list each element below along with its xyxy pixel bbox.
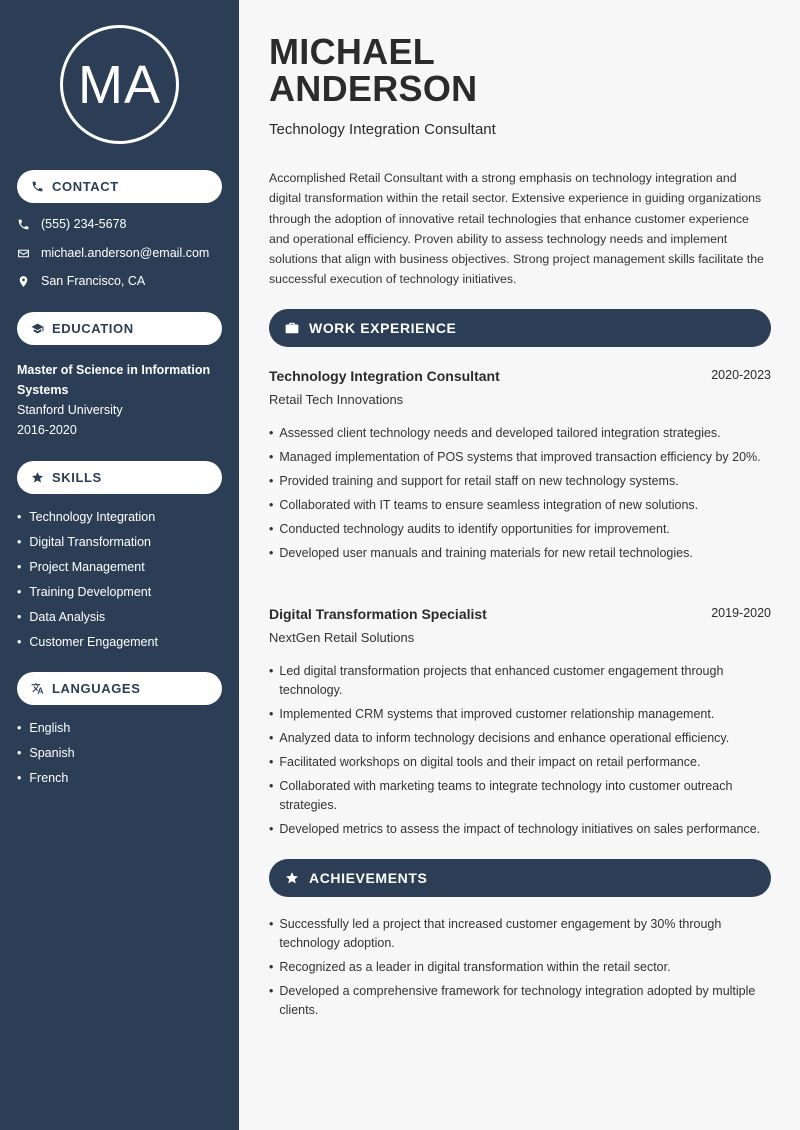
sidebar: [0, 0, 239, 1130]
languages-list: [17, 719, 75, 794]
skills-heading-label: SKILLS: [52, 470, 102, 485]
language-item: • French: [17, 769, 75, 794]
language-item: • English: [17, 719, 75, 744]
job-role: Digital Transformation Specialist: [269, 606, 487, 622]
job-role: Technology Integration Consultant: [269, 368, 500, 384]
education-degree: Master of Science in Information Systems: [17, 363, 211, 397]
achievements-heading: [269, 859, 771, 897]
job-bullet: • Analyzed data to inform technology decisions and enhance operational efficiency.: [269, 729, 771, 748]
job-company: Retail Tech Innovations: [269, 392, 404, 407]
contact-heading-label: CONTACT: [52, 179, 119, 194]
job-bullet: • Collaborated with IT teams to ensure seamless integration of new solutions.: [269, 496, 771, 515]
contact-email[interactable]: [17, 246, 209, 260]
contact-location: [17, 274, 145, 288]
languages-heading: [17, 672, 222, 705]
job-company: NextGen Retail Solutions: [269, 630, 415, 645]
name-line-last: ANDERSON: [269, 68, 478, 109]
work-experience-heading: [269, 309, 771, 347]
job-bullet: • Led digital transformation projects that enhanced customer engagement through technology.: [269, 662, 771, 700]
contact-phone[interactable]: [17, 217, 126, 231]
achievement-item: • Developed a comprehensive framework for technology integration adopted by multiple clients.: [269, 982, 771, 1020]
skill-item: • Customer Engagement: [17, 633, 158, 658]
location-text: San Francisco, CA: [41, 274, 146, 288]
skill-item: • Digital Transformation: [17, 533, 158, 558]
phone-icon: [31, 180, 44, 193]
achievements-heading-label: ACHIEVEMENTS: [309, 870, 428, 886]
education-heading-label: EDUCATION: [52, 321, 134, 336]
briefcase-icon: [285, 321, 299, 335]
name-line-first: MICHAEL: [269, 31, 436, 72]
languages-heading-label: LANGUAGES: [52, 681, 141, 696]
skill-item: • Project Management: [17, 558, 158, 583]
translate-icon: [31, 682, 44, 695]
job-bullet: • Implemented CRM systems that improved customer relationship management.: [269, 705, 771, 724]
candidate-name: [269, 33, 477, 107]
email-text: michael.anderson@email.com: [41, 246, 210, 260]
job-bullet: • Collaborated with marketing teams to integrate technology into customer outreach strategies.: [269, 777, 771, 815]
skill-item: • Technology Integration: [17, 508, 158, 533]
job-bullet: • Conducted technology audits to identify opportunities for improvement.: [269, 520, 771, 539]
star-icon: [285, 871, 299, 885]
phone-text: (555) 234-5678: [41, 217, 127, 231]
job-dates: 2019-2020: [711, 606, 771, 620]
profile-summary: Accomplished Retail Consultant with a strong emphasis on technology integration and digital transformation within the retail sector. Extensive experience in guiding organizations through the adoption of innovative retail technologies that enhance customer experience and operational efficiency. Proven ability to assess technology needs and implement solutions that align with business objectives. Strong project management skills facilitate the successful execution of technology initiatives.: [269, 171, 764, 287]
job-dates: 2020-2023: [711, 368, 771, 382]
contact-heading: [17, 170, 222, 203]
achievement-item: • Recognized as a leader in digital transformation within the retail sector.: [269, 958, 771, 977]
graduation-cap-icon: [31, 322, 44, 335]
job-bullet: • Facilitated workshops on digital tools and their impact on retail performance.: [269, 753, 771, 772]
skill-item: • Data Analysis: [17, 608, 158, 633]
achievement-item: • Successfully led a project that increased customer engagement by 30% through technology adoption.: [269, 915, 771, 953]
map-pin-icon: [17, 275, 30, 288]
job-bullet: • Provided training and support for retail staff on new technology systems.: [269, 472, 771, 491]
job-bullet: • Managed implementation of POS systems that improved transaction efficiency by 20%.: [269, 448, 771, 467]
envelope-icon: [17, 247, 30, 260]
language-item: • Spanish: [17, 744, 75, 769]
skills-list: [17, 508, 158, 658]
education-heading: [17, 312, 222, 345]
star-icon: [31, 471, 44, 484]
job-bullet: • Assessed client technology needs and developed tailored integration strategies.: [269, 424, 771, 443]
job-bullet: • Developed metrics to assess the impact of technology initiatives on sales performance.: [269, 820, 771, 839]
achievements-list: [269, 915, 771, 1025]
work-experience-heading-label: WORK EXPERIENCE: [309, 320, 457, 336]
education-years: 2016-2020: [17, 423, 77, 437]
education-school: Stanford University: [17, 403, 123, 417]
skill-item: • Training Development: [17, 583, 158, 608]
monogram-avatar: MA: [60, 25, 179, 144]
skills-heading: [17, 461, 222, 494]
phone-icon: [17, 218, 30, 231]
job-bullet: • Developed user manuals and training materials for new retail technologies.: [269, 544, 771, 563]
job-title: Technology Integration Consultant: [269, 121, 496, 138]
job-bullets: [269, 662, 771, 844]
job-bullets: [269, 424, 771, 568]
